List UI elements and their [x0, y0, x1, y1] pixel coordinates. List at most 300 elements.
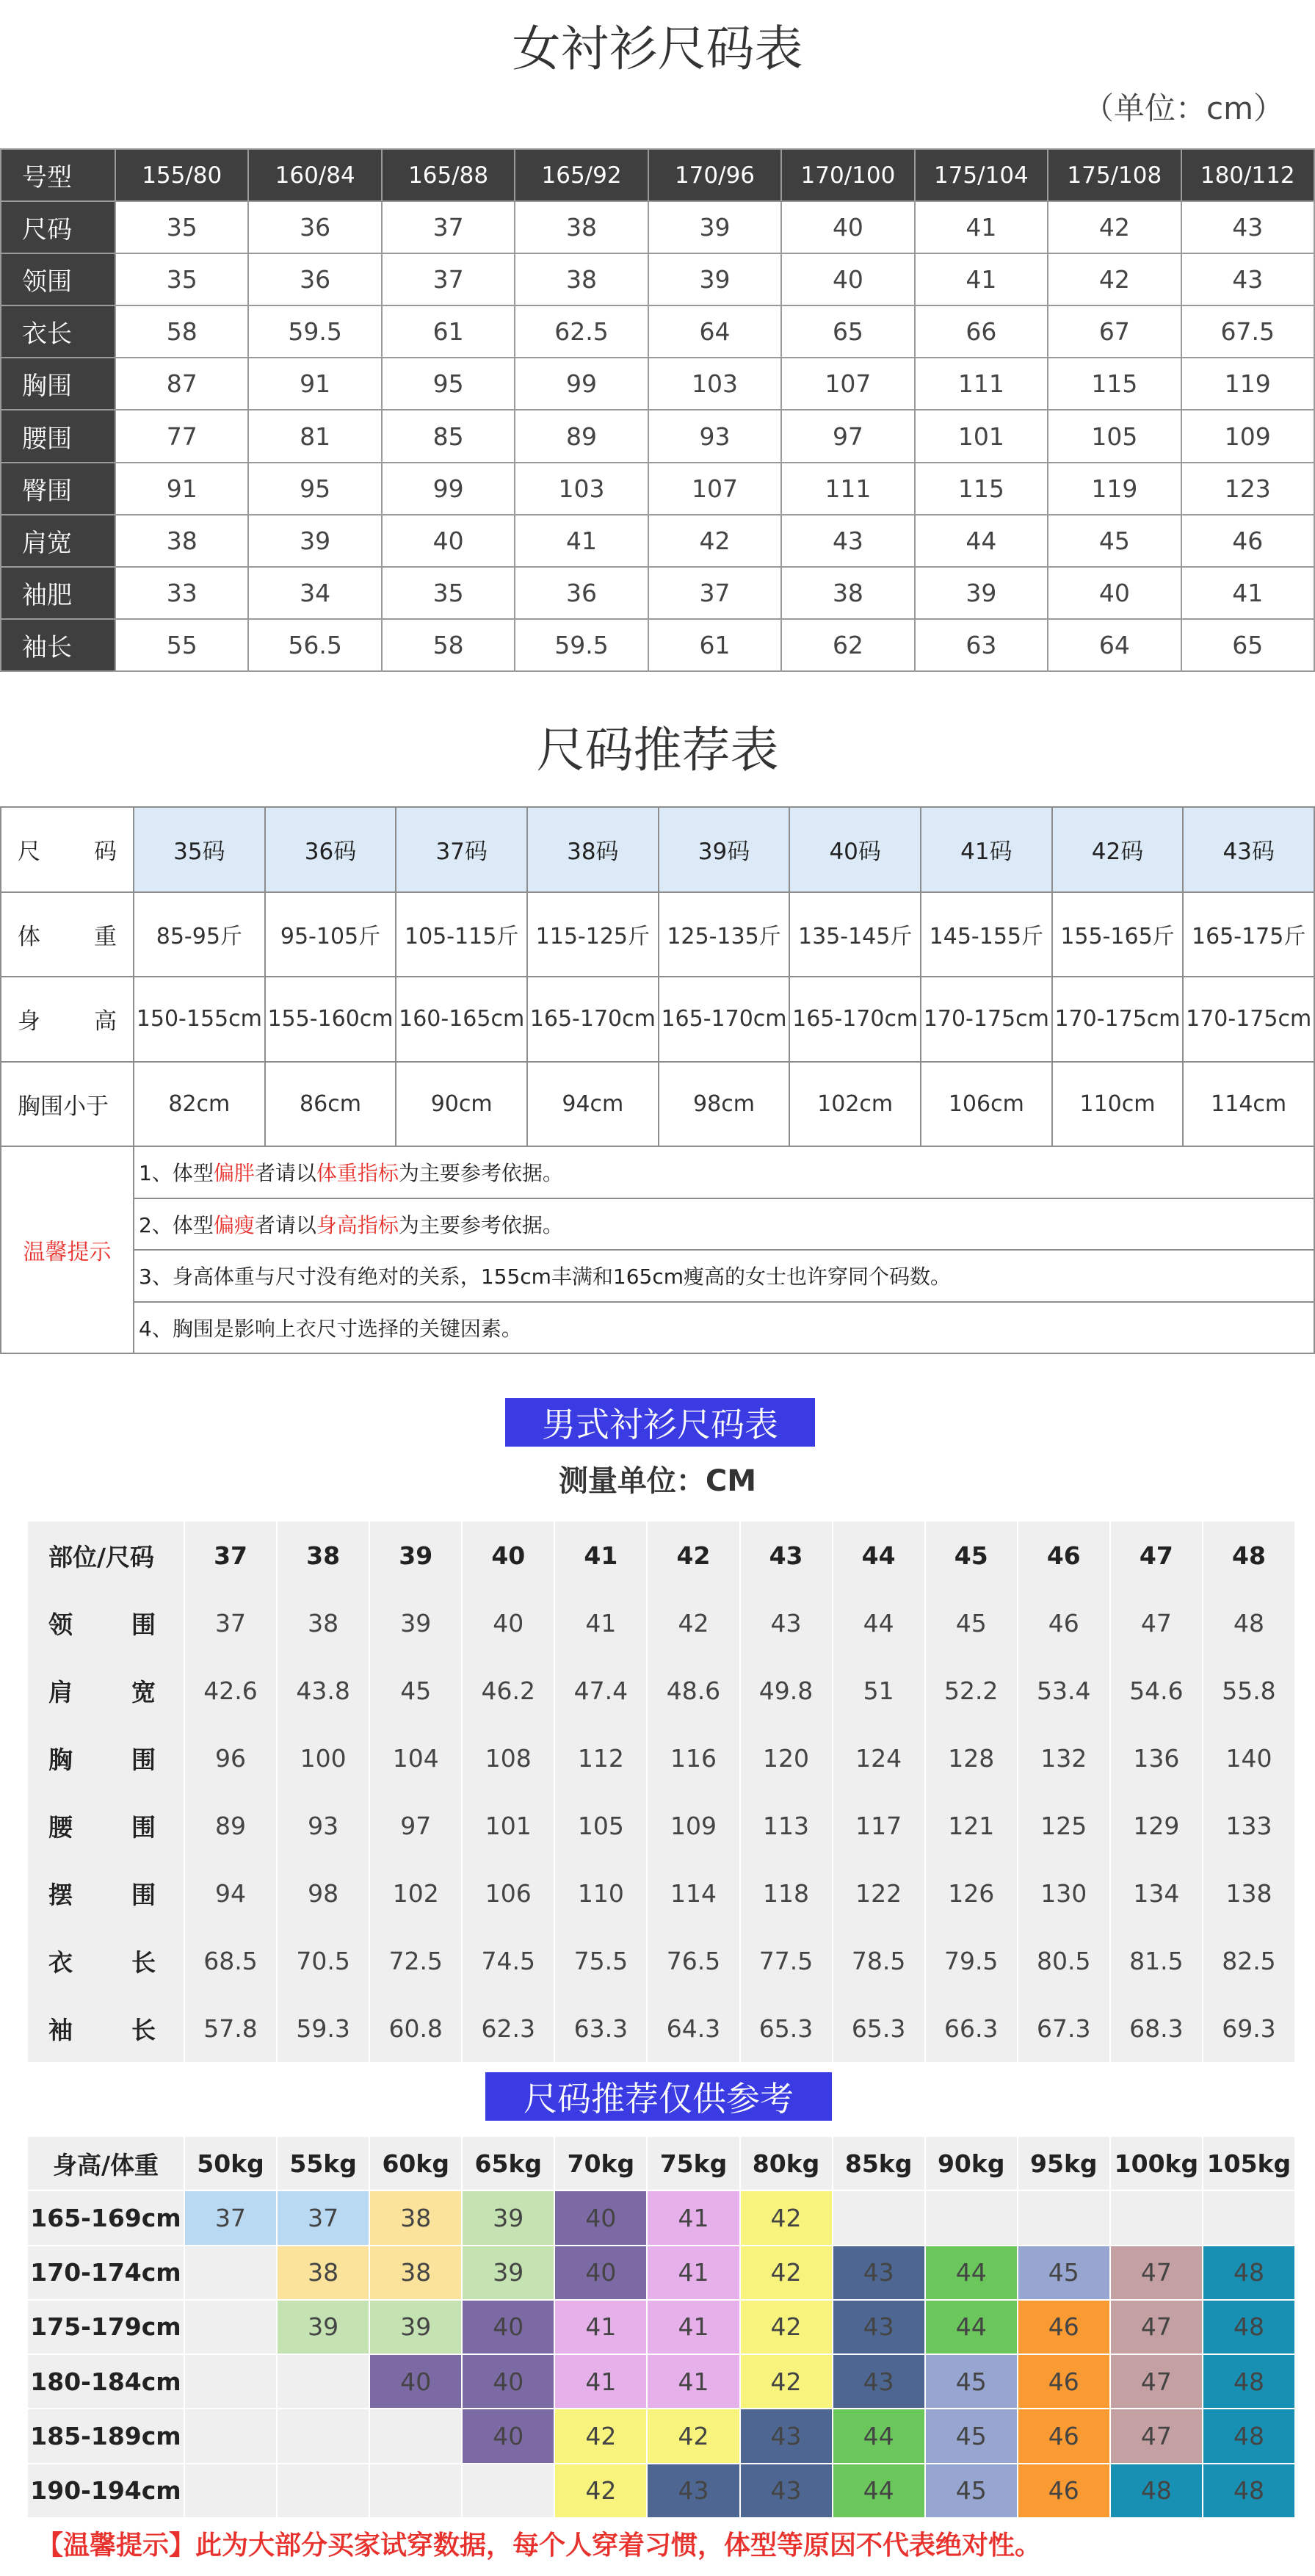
table-cell: 128 [926, 1724, 1017, 1792]
table-cell: 125-135斤 [659, 893, 789, 977]
empty-cell [926, 2191, 1017, 2244]
table-cell: 64 [649, 306, 780, 357]
table-cell: 119 [1182, 358, 1314, 409]
table-cell: 41 [515, 515, 647, 566]
table-cell: 46.2 [463, 1657, 554, 1724]
table-cell: 63.3 [555, 1994, 646, 2062]
row-label-char: 重 [94, 923, 117, 950]
table-cell: 52.2 [926, 1657, 1017, 1724]
row-label [28, 1792, 184, 1859]
table-cell: 120 [741, 1724, 832, 1792]
table-cell: 42 [1048, 254, 1180, 305]
tip-text: 3、身高体重与尺寸没有绝对的关系，155cm丰满和165cm瘦高的女士也许穿同个码数。 [139, 1265, 952, 1289]
table-cell: 40 [383, 515, 514, 566]
size-cell: 48 [1203, 2246, 1294, 2299]
table-cell: 96 [185, 1724, 276, 1792]
size-cell: 46 [1018, 2409, 1109, 2462]
tip-item [134, 1147, 1314, 1198]
table-cell: 37 [383, 202, 514, 253]
table-cell: 43 [741, 1589, 832, 1657]
size-cell: 39 [463, 2191, 554, 2244]
tip-text: 身高指标 [316, 1212, 399, 1237]
size-cell: 41 [648, 2246, 739, 2299]
table-header-cell: 50kg [185, 2137, 276, 2190]
table-cell: 112 [555, 1724, 646, 1792]
table-header-cell: 41码 [921, 808, 1051, 891]
table-cell: 160-165cm [396, 977, 526, 1061]
table-cell: 94cm [528, 1063, 658, 1146]
table-cell: 45 [926, 1589, 1017, 1657]
size-cell: 48 [1203, 2301, 1294, 2354]
tip-text: 者请以 [254, 1161, 316, 1186]
table-cell: 110cm [1053, 1063, 1183, 1146]
table-cell: 47.4 [555, 1657, 646, 1724]
womens-size-table [0, 148, 1315, 672]
table-cell: 48.6 [648, 1657, 739, 1724]
table-cell: 39 [649, 254, 780, 305]
table-cell: 90cm [396, 1063, 526, 1146]
table-cell: 61 [383, 306, 514, 357]
table-cell: 41 [1182, 568, 1314, 618]
table-cell: 93 [278, 1792, 369, 1859]
empty-cell [185, 2246, 276, 2299]
size-cell: 41 [648, 2191, 739, 2244]
table-cell: 44 [833, 1589, 924, 1657]
table-cell: 33 [116, 568, 247, 618]
table-cell: 77.5 [741, 1927, 832, 1994]
size-cell: 41 [555, 2355, 646, 2408]
table-cell: 170-175cm [921, 977, 1051, 1061]
table-cell: 45 [370, 1657, 461, 1724]
size-cell: 48 [1111, 2464, 1202, 2517]
size-cell: 40 [555, 2191, 646, 2244]
row-label-char: 领 [48, 1610, 73, 1639]
table-cell: 65.3 [833, 1994, 924, 2062]
table-header-cell: 155/80 [116, 150, 247, 200]
row-label: 臀围 [1, 463, 115, 514]
size-cell: 45 [926, 2464, 1017, 2517]
table-cell: 42 [1048, 202, 1180, 253]
table-header-cell: 44 [833, 1522, 924, 1589]
table-header-cell: 38码 [528, 808, 658, 891]
table-cell: 97 [782, 410, 913, 461]
table-cell: 46 [1018, 1589, 1109, 1657]
table-cell: 101 [463, 1792, 554, 1859]
table-cell: 103 [649, 358, 780, 409]
table-cell: 101 [916, 410, 1047, 461]
size-cell: 46 [1018, 2301, 1109, 2354]
table-cell: 40 [782, 254, 913, 305]
size-cell: 42 [741, 2191, 832, 2244]
empty-cell [370, 2409, 461, 2462]
empty-cell [278, 2409, 369, 2462]
empty-cell [185, 2464, 276, 2517]
row-label-char: 胸 [48, 1745, 73, 1774]
table-cell: 133 [1203, 1792, 1294, 1859]
table-cell: 36 [515, 568, 647, 618]
table-cell: 41 [916, 202, 1047, 253]
table-cell: 53.4 [1018, 1657, 1109, 1724]
row-label [28, 1724, 184, 1792]
table-cell: 82cm [134, 1063, 264, 1146]
table-cell: 69.3 [1203, 1994, 1294, 2062]
table-header-cell: 65kg [463, 2137, 554, 2190]
row-label [1, 808, 133, 891]
tip-text: 1、体型 [139, 1161, 214, 1186]
table-cell: 86cm [266, 1063, 396, 1146]
table-cell: 115 [1048, 358, 1180, 409]
row-label: 袖长 [1, 620, 115, 670]
table-cell: 95-105斤 [266, 893, 396, 977]
table-cell: 36 [249, 202, 380, 253]
table-cell: 55 [116, 620, 247, 670]
table-cell: 119 [1048, 463, 1180, 514]
mens-recommend-warning: 【温馨提示】此为大部分买家试穿数据，每个人穿着习惯，体型等原因不代表绝对性。 [37, 2530, 1042, 2561]
table-cell: 126 [926, 1859, 1017, 1927]
table-cell: 116 [648, 1724, 739, 1792]
table-cell: 57.8 [185, 1994, 276, 2062]
table-header-cell: 70kg [555, 2137, 646, 2190]
table-cell: 124 [833, 1724, 924, 1792]
row-label [1, 1063, 133, 1146]
table-cell: 66.3 [926, 1994, 1017, 2062]
table-cell: 121 [926, 1792, 1017, 1859]
table-cell: 165-170cm [659, 977, 789, 1061]
size-cell: 47 [1111, 2409, 1202, 2462]
empty-cell [185, 2355, 276, 2408]
tip-text: 4、胸围是影响上衣尺寸选择的关键因素。 [139, 1316, 522, 1341]
size-cell: 48 [1203, 2464, 1294, 2517]
row-label: 190-194cm [28, 2464, 184, 2517]
table-cell: 130 [1018, 1859, 1109, 1927]
table-header-cell: 41 [555, 1522, 646, 1589]
womens-size-table-unit: （单位：cm） [1082, 90, 1284, 126]
table-cell: 37 [185, 1589, 276, 1657]
table-cell: 99 [383, 463, 514, 514]
table-cell: 40 [782, 202, 913, 253]
table-cell: 42 [649, 515, 780, 566]
table-cell: 49.8 [741, 1657, 832, 1724]
row-label: 衣长 [1, 306, 115, 357]
size-cell: 40 [463, 2409, 554, 2462]
table-cell: 87 [116, 358, 247, 409]
table-cell: 99 [515, 358, 647, 409]
table-cell: 38 [515, 202, 647, 253]
table-cell: 39 [649, 202, 780, 253]
table-cell: 37 [649, 568, 780, 618]
row-label: 175-179cm [28, 2301, 184, 2354]
size-cell: 47 [1111, 2301, 1202, 2354]
tip-text: 为主要参考依据。 [398, 1212, 563, 1237]
size-cell: 46 [1018, 2464, 1109, 2517]
table-cell: 37 [383, 254, 514, 305]
table-cell: 135-145斤 [790, 893, 920, 977]
empty-cell [1203, 2191, 1294, 2244]
tip-text: 偏瘦 [213, 1212, 255, 1237]
size-cell: 39 [278, 2301, 369, 2354]
row-label-char: 围 [131, 1745, 156, 1774]
table-cell: 35 [116, 254, 247, 305]
table-header-cell: 45 [926, 1522, 1017, 1589]
table-cell: 41 [555, 1589, 646, 1657]
size-cell: 39 [370, 2301, 461, 2354]
table-cell: 123 [1182, 463, 1314, 514]
table-cell: 62.5 [515, 306, 647, 357]
table-cell: 115 [916, 463, 1047, 514]
tip-text: 者请以 [254, 1212, 316, 1237]
empty-cell [185, 2409, 276, 2462]
table-cell: 74.5 [463, 1927, 554, 1994]
table-cell: 44 [916, 515, 1047, 566]
table-cell: 111 [782, 463, 913, 514]
table-cell: 113 [741, 1792, 832, 1859]
table-cell: 65 [782, 306, 913, 357]
table-header-cell: 39 [370, 1522, 461, 1589]
table-cell: 67 [1048, 306, 1180, 357]
table-header-cell: 40码 [790, 808, 920, 891]
empty-cell [185, 2301, 276, 2354]
table-header-cell: 号型 [1, 150, 115, 200]
tip-text: 为主要参考依据。 [398, 1161, 563, 1186]
table-header-cell: 46 [1018, 1522, 1109, 1589]
womens-recommend-table [0, 806, 1315, 1147]
table-cell: 89 [185, 1792, 276, 1859]
row-label: 180-184cm [28, 2355, 184, 2408]
table-cell: 43 [1182, 202, 1314, 253]
table-cell: 75.5 [555, 1927, 646, 1994]
table-header-cell: 105kg [1203, 2137, 1294, 2190]
table-cell: 39 [916, 568, 1047, 618]
table-cell: 155-165斤 [1053, 893, 1183, 977]
size-cell: 40 [463, 2355, 554, 2408]
table-header-cell: 47 [1111, 1522, 1202, 1589]
row-label-char: 腰 [48, 1812, 73, 1842]
table-cell: 62 [782, 620, 913, 670]
table-cell: 65.3 [741, 1994, 832, 2062]
row-label-char: 围 [131, 1610, 156, 1639]
table-cell: 58 [383, 620, 514, 670]
table-cell: 106 [463, 1859, 554, 1927]
mens-size-table-title: 男式衬衫尺码表 [505, 1398, 815, 1447]
table-cell: 38 [515, 254, 647, 305]
table-cell: 66 [916, 306, 1047, 357]
size-cell: 42 [555, 2464, 646, 2517]
size-cell: 41 [648, 2355, 739, 2408]
table-cell: 95 [249, 463, 380, 514]
size-cell: 44 [833, 2409, 924, 2462]
size-cell: 44 [926, 2301, 1017, 2354]
size-cell: 38 [370, 2191, 461, 2244]
table-cell: 46 [1182, 515, 1314, 566]
table-header-cell: 55kg [278, 2137, 369, 2190]
table-cell: 80.5 [1018, 1927, 1109, 1994]
table-header-cell: 43码 [1184, 808, 1314, 891]
table-cell: 55.8 [1203, 1657, 1294, 1724]
empty-cell [833, 2191, 924, 2244]
table-header-cell: 85kg [833, 2137, 924, 2190]
table-cell: 42.6 [185, 1657, 276, 1724]
table-cell: 95 [383, 358, 514, 409]
row-label [1, 977, 133, 1061]
table-header-cell: 75kg [648, 2137, 739, 2190]
size-cell: 41 [648, 2301, 739, 2354]
table-header-cell: 95kg [1018, 2137, 1109, 2190]
table-cell: 136 [1111, 1724, 1202, 1792]
table-cell: 76.5 [648, 1927, 739, 1994]
row-label: 肩宽 [1, 515, 115, 566]
table-cell: 79.5 [926, 1927, 1017, 1994]
table-header-cell: 60kg [370, 2137, 461, 2190]
table-cell: 56.5 [249, 620, 380, 670]
table-cell: 150-155cm [134, 977, 264, 1061]
table-cell: 98cm [659, 1063, 789, 1146]
row-label [1, 893, 133, 977]
table-cell: 107 [649, 463, 780, 514]
row-label: 腰围 [1, 410, 115, 461]
tip-item [134, 1199, 1314, 1250]
table-cell: 145-155斤 [921, 893, 1051, 977]
size-cell: 40 [463, 2301, 554, 2354]
table-header-cell: 170/96 [649, 150, 780, 200]
table-cell: 97 [370, 1792, 461, 1859]
empty-cell [278, 2355, 369, 2408]
table-cell: 35 [383, 568, 514, 618]
table-cell: 51 [833, 1657, 924, 1724]
table-header-cell: 90kg [926, 2137, 1017, 2190]
row-label-char: 长 [131, 1947, 156, 1977]
womens-size-table-title: 女衬衫尺码表 [512, 20, 803, 77]
row-label [28, 1657, 184, 1724]
size-cell: 42 [648, 2409, 739, 2462]
table-cell: 132 [1018, 1724, 1109, 1792]
size-cell: 39 [463, 2246, 554, 2299]
row-label-char: 围 [131, 1812, 156, 1842]
size-cell: 48 [1203, 2409, 1294, 2462]
table-cell: 65 [1182, 620, 1314, 670]
table-cell: 64.3 [648, 1994, 739, 2062]
table-cell: 67.5 [1182, 306, 1314, 357]
table-header-cell: 部位/尺码 [28, 1522, 184, 1589]
empty-cell [463, 2464, 554, 2517]
size-cell: 42 [741, 2246, 832, 2299]
row-label-char: 衣 [48, 1947, 73, 1977]
size-cell: 40 [555, 2246, 646, 2299]
table-header-cell: 37码 [396, 808, 526, 891]
table-cell: 59.3 [278, 1994, 369, 2062]
table-cell: 41 [916, 254, 1047, 305]
womens-tips-table [0, 1147, 1315, 1354]
table-cell: 105 [555, 1792, 646, 1859]
table-cell: 107 [782, 358, 913, 409]
row-label [28, 1927, 184, 1994]
row-label [28, 1994, 184, 2062]
size-cell: 46 [1018, 2355, 1109, 2408]
table-cell: 111 [916, 358, 1047, 409]
table-header-cell: 160/84 [249, 150, 380, 200]
table-cell: 138 [1203, 1859, 1294, 1927]
table-cell: 170-175cm [1053, 977, 1183, 1061]
table-cell: 59.5 [515, 620, 647, 670]
table-cell: 39 [249, 515, 380, 566]
row-label-char: 尺 [18, 839, 40, 866]
table-cell: 114 [648, 1859, 739, 1927]
table-cell: 82.5 [1203, 1927, 1294, 1994]
table-header-cell: 42码 [1053, 808, 1183, 891]
size-cell: 48 [1203, 2355, 1294, 2408]
table-cell: 85 [383, 410, 514, 461]
womens-recommend-title: 尺码推荐表 [536, 721, 779, 778]
table-cell: 85-95斤 [134, 893, 264, 977]
table-cell: 91 [116, 463, 247, 514]
row-label: 170-174cm [28, 2246, 184, 2299]
table-cell: 93 [649, 410, 780, 461]
table-cell: 103 [515, 463, 647, 514]
empty-cell [278, 2464, 369, 2517]
size-cell: 43 [833, 2355, 924, 2408]
mens-recommend-table [28, 2137, 1294, 2517]
row-label: 185-189cm [28, 2409, 184, 2462]
table-header-cell: 身高/体重 [28, 2137, 184, 2190]
table-header-cell: 100kg [1111, 2137, 1202, 2190]
size-cell: 45 [926, 2409, 1017, 2462]
row-label: 袖肥 [1, 568, 115, 618]
table-header-cell: 40 [463, 1522, 554, 1589]
mens-recommend-title: 尺码推荐仅供参考 [485, 2072, 832, 2121]
table-cell: 114cm [1184, 1063, 1314, 1146]
tips-label: 温馨提示 [1, 1147, 133, 1353]
table-cell: 70.5 [278, 1927, 369, 1994]
table-cell: 140 [1203, 1724, 1294, 1792]
row-label [28, 1859, 184, 1927]
table-cell: 67.3 [1018, 1994, 1109, 2062]
table-cell: 102cm [790, 1063, 920, 1146]
mens-size-table-unit: 测量单位：CM [558, 1464, 757, 1498]
row-label-char: 围 [131, 1880, 156, 1909]
table-cell: 118 [741, 1859, 832, 1927]
table-cell: 59.5 [249, 306, 380, 357]
table-cell: 105-115斤 [396, 893, 526, 977]
size-cell: 43 [648, 2464, 739, 2517]
table-cell: 105 [1048, 410, 1180, 461]
size-cell: 43 [741, 2464, 832, 2517]
size-cell: 42 [555, 2409, 646, 2462]
table-cell: 61 [649, 620, 780, 670]
table-cell: 98 [278, 1859, 369, 1927]
table-cell: 38 [116, 515, 247, 566]
table-cell: 48 [1203, 1589, 1294, 1657]
row-label-char: 码 [94, 839, 117, 866]
table-cell: 155-160cm [266, 977, 396, 1061]
table-cell: 47 [1111, 1589, 1202, 1657]
size-cell: 47 [1111, 2355, 1202, 2408]
table-header-cell: 38 [278, 1522, 369, 1589]
table-cell: 72.5 [370, 1927, 461, 1994]
row-label-char: 高 [94, 1008, 117, 1035]
row-label-char: 身 [18, 1008, 40, 1035]
table-cell: 38 [278, 1589, 369, 1657]
size-cell: 45 [926, 2355, 1017, 2408]
table-cell: 81.5 [1111, 1927, 1202, 1994]
table-cell: 104 [370, 1724, 461, 1792]
table-header-cell: 36码 [266, 808, 396, 891]
table-cell: 94 [185, 1859, 276, 1927]
table-cell: 134 [1111, 1859, 1202, 1927]
table-cell: 100 [278, 1724, 369, 1792]
size-cell: 37 [278, 2191, 369, 2244]
table-cell: 91 [249, 358, 380, 409]
table-header-cell: 42 [648, 1522, 739, 1589]
table-cell: 35 [116, 202, 247, 253]
